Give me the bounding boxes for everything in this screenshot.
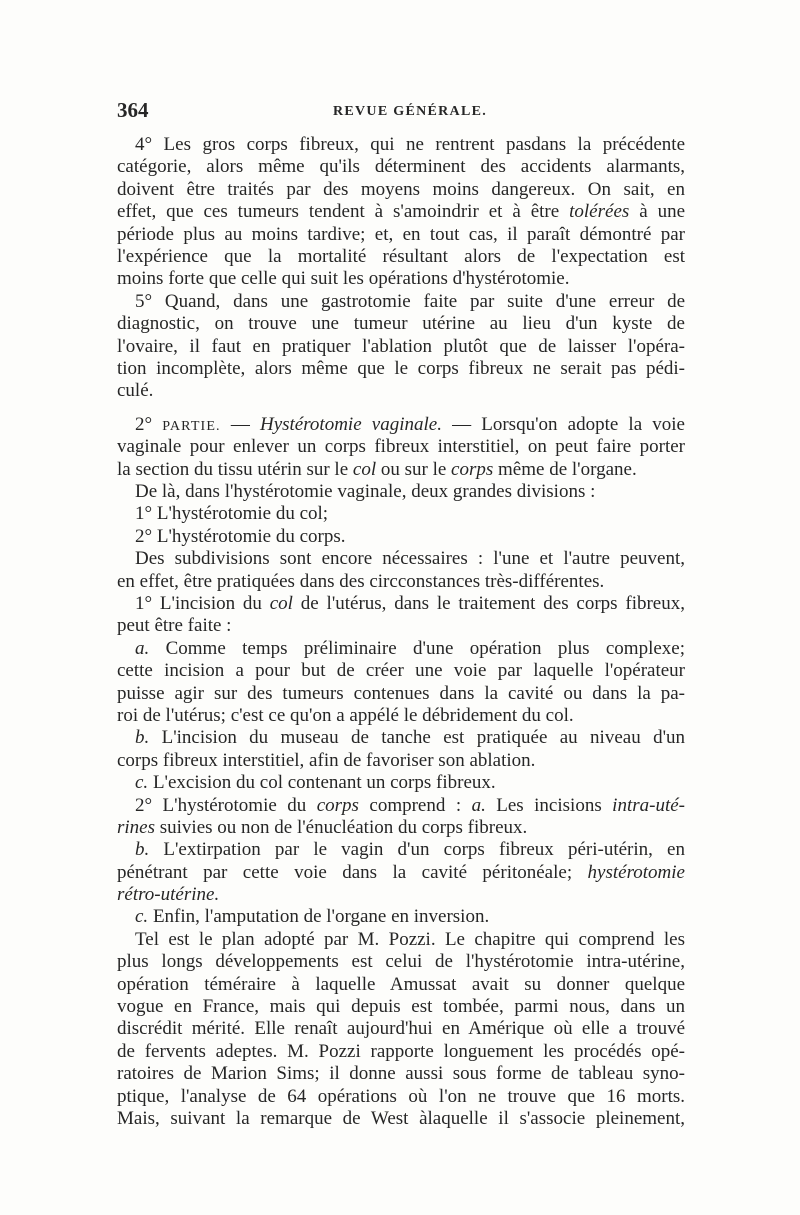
- running-title: REVUE GÉNÉRALE.: [332, 104, 488, 119]
- text-run: 4° Les gros corps fibreux, qui ne rentrent pasdans la précédente: [135, 134, 685, 155]
- text-run: culé.: [117, 380, 154, 402]
- text-section: [117, 134, 685, 403]
- italic-text: b.: [135, 839, 150, 861]
- text-run: L'excision du col contenant un corps fibreux.: [148, 772, 496, 794]
- italic-text: rines: [117, 816, 155, 838]
- text-line: [117, 615, 685, 637]
- text-run: peut être faite :: [117, 615, 232, 637]
- text-line: [117, 291, 685, 313]
- text-run: doivent être traités par des moyens moins dangereux. On sait, en: [117, 178, 685, 200]
- text-run: corps fibreux interstitiel, afin de favoriser son ablation.: [117, 749, 536, 771]
- text-run: Enfin, l'amputation de l'organe en inversion.: [148, 906, 490, 928]
- text-run: Comme temps préliminaire d'une opération plus complexe;: [149, 637, 685, 659]
- text-line: [117, 974, 685, 996]
- text-line: [117, 906, 685, 928]
- text-line: [117, 201, 685, 223]
- text-line: [117, 1108, 685, 1130]
- text-run: moins forte que celle qui suit les opérations d'hystérotomie.: [117, 268, 570, 290]
- text-line: [117, 459, 685, 481]
- paragraph: [117, 929, 685, 1131]
- paragraph: [117, 548, 685, 593]
- text-run: pénétrant par cette voie dans la cavité péritonéale;: [117, 861, 588, 883]
- text-run: 1° L'hystérotomie du col;: [135, 503, 329, 525]
- text-run: vaginale pour enlever un corps fibreux interstitiel, on peut faire porter: [117, 436, 685, 458]
- italic-text: b.: [135, 727, 150, 749]
- text-run: discrédit mérité. Elle renaît aujourd'hui en Amérique où elle a trouvé: [117, 1018, 685, 1040]
- text-line: [117, 839, 685, 861]
- text-line: [117, 638, 685, 660]
- text-line: [117, 436, 685, 458]
- page-number: 364: [117, 98, 149, 122]
- text-line: [117, 414, 685, 436]
- text-run: de fervents adeptes. M. Pozzi rapporte longuement les procédés opé-: [117, 1040, 685, 1062]
- text-line: [117, 268, 685, 290]
- text-run: Des subdivisions sont encore nécessaires : l'une et l'autre peuvent,: [135, 548, 685, 570]
- paragraph: [117, 503, 685, 525]
- text-line: [117, 593, 685, 615]
- italic-text: col: [352, 458, 377, 480]
- text-run: Tel est le plan adopté par M. Pozzi. Le chapitre qui comprend les: [135, 928, 685, 950]
- text-line: [117, 481, 685, 503]
- text-line: [117, 224, 685, 246]
- text-line: [117, 571, 685, 593]
- text-line: [117, 179, 685, 201]
- italic-text: tolérées: [569, 201, 630, 223]
- paragraph: [117, 481, 685, 503]
- text-run: de l'utérus, dans le traitement des corps fibreux,: [292, 593, 685, 614]
- text-run: même de l'organe.: [493, 458, 637, 480]
- text-line: [117, 750, 685, 772]
- text-run: ratoires de Marion Sims; il donne aussi sous forme de tableau syno-: [117, 1063, 685, 1085]
- text-run: catégorie, alors même qu'ils déterminent des accidents alarmants,: [117, 156, 685, 178]
- italic-text: col: [269, 593, 293, 614]
- text-line: [117, 156, 685, 178]
- text-run: 2° L'hystérotomie du: [135, 794, 317, 816]
- text-run: 5° Quand, dans une gastrotomie faite par suite d'une erreur de: [135, 290, 685, 312]
- text-run: opération téméraire à laquelle Amussat avait su donner quelque: [117, 973, 685, 995]
- italic-text: intra-uté-: [612, 794, 685, 816]
- text-line: [117, 996, 685, 1018]
- text-line: [117, 727, 685, 749]
- text-run: ptique, l'analyse de 64 opérations où l'on ne trouve que 16 morts.: [117, 1085, 685, 1107]
- text-run: période plus au moins tardive; et, en tout cas, il paraît démontré par: [117, 223, 685, 245]
- text-line: [117, 548, 685, 570]
- text-run: Mais, suivant la remarque de West àlaquelle il s'associe pleinement,: [117, 1107, 685, 1129]
- text-run: De là, dans l'hystérotomie vaginale, deux grandes divisions :: [135, 481, 596, 503]
- paragraph: [117, 593, 685, 638]
- italic-text: hystérotomie: [587, 861, 685, 883]
- paragraph: [117, 795, 685, 840]
- text-run: cette incision a pour but de créer une voie par laquelle l'opérateur: [117, 660, 685, 682]
- italic-text: a.: [135, 637, 150, 659]
- paragraph: [117, 414, 685, 481]
- smallcaps-text: PARTIE.: [162, 417, 221, 434]
- text-run: L'incision du museau de tanche est pratiquée au niveau d'un: [149, 727, 685, 749]
- text-run: l'expérience que la mortalité résultant alors de l'expectation est: [117, 245, 685, 267]
- text-line: [117, 705, 685, 727]
- paragraph: [117, 839, 685, 906]
- italic-text: a.: [471, 794, 486, 816]
- text-line: [117, 795, 685, 817]
- paragraph: [117, 906, 685, 928]
- text-run: —: [220, 413, 260, 435]
- text-run: L'extirpation par le vagin d'un corps fibreux péri-utérin, en: [149, 839, 685, 861]
- text-run: plus longs développements est celui de l'hystérotomie intra-utérine,: [117, 951, 685, 973]
- text-line: [117, 358, 685, 380]
- text-line: [117, 817, 685, 839]
- text-line: [117, 503, 685, 525]
- text-line: [117, 1063, 685, 1085]
- text-run: effet, que ces tumeurs tendent à s'amoindrir et à être: [117, 201, 570, 223]
- text-line: [117, 1086, 685, 1108]
- text-run: la section du tissu utérin sur le: [117, 458, 353, 480]
- text-run: comprend :: [358, 794, 472, 816]
- italic-text: c.: [135, 906, 149, 928]
- text-run: à une: [629, 201, 685, 223]
- text-line: [117, 951, 685, 973]
- paragraph: [117, 727, 685, 772]
- text-line: [117, 929, 685, 951]
- text-section: [117, 414, 685, 1131]
- text-line: [117, 862, 685, 884]
- text-run: tion incomplète, alors même que le corps fibreux ne serait pas pédi-: [117, 357, 685, 379]
- text-line: [117, 526, 685, 548]
- paragraph: [117, 772, 685, 794]
- running-header: [117, 97, 685, 123]
- text-line: [117, 336, 685, 358]
- italic-text: c.: [135, 772, 149, 794]
- text-run: — Lorsqu'on adopte la voie: [441, 413, 685, 435]
- text-run: diagnostic, on trouve une tumeur utérine au lieu d'un kyste de: [117, 313, 685, 335]
- text-line: [117, 134, 685, 156]
- text-run: suivies ou non de l'énucléation du corps fibreux.: [155, 816, 528, 838]
- text-line: [117, 1018, 685, 1040]
- text-run: vogue en France, mais qui depuis est tombée, parmi nous, dans un: [117, 996, 685, 1018]
- text-line: [117, 660, 685, 682]
- text-run: en effet, être pratiquées dans des circconstances très-différentes.: [117, 570, 605, 592]
- text-run: 2°: [135, 413, 163, 435]
- text-body: [117, 134, 685, 1130]
- paragraph: [117, 134, 685, 291]
- paragraph: [117, 291, 685, 403]
- text-run: Les incisions: [485, 794, 613, 816]
- italic-text: rétro-utérine.: [117, 884, 220, 906]
- text-line: [117, 380, 685, 402]
- text-line: [117, 884, 685, 906]
- paragraph: [117, 638, 685, 728]
- text-line: [117, 1041, 685, 1063]
- text-line: [117, 313, 685, 335]
- text-line: [117, 772, 685, 794]
- text-run: roi de l'utérus; c'est ce qu'on a appélé le débridement du col.: [117, 704, 574, 726]
- text-line: [117, 683, 685, 705]
- text-run: ou sur le: [376, 458, 452, 480]
- paragraph: [117, 526, 685, 548]
- italic-text: corps: [451, 458, 494, 480]
- italic-text: corps: [316, 794, 359, 816]
- text-line: [117, 246, 685, 268]
- text-run: 2° L'hystérotomie du corps.: [135, 525, 346, 547]
- text-run: l'ovaire, il faut en pratiquer l'ablation plutôt que de laisser l'opéra-: [117, 335, 685, 357]
- italic-text: Hystérotomie vaginale.: [259, 413, 442, 435]
- text-run: 1° L'incision du: [135, 593, 270, 614]
- text-run: puisse agir sur des tumeurs contenues dans la cavité ou dans la pa-: [117, 682, 685, 704]
